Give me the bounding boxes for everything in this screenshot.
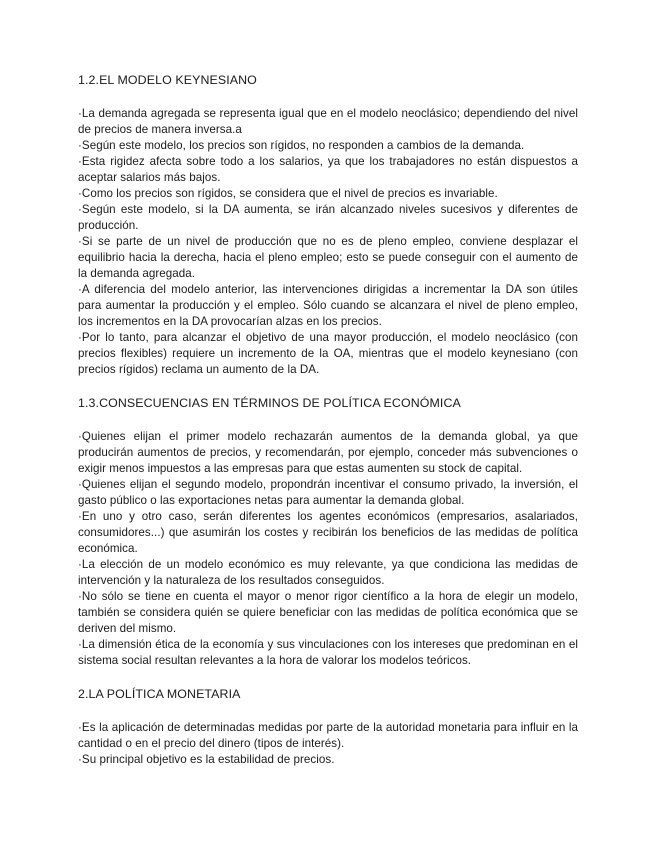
paragraph: ·Es la aplicación de determinadas medidas por parte de la autoridad monetaria para influir en la cantidad o en el precio del dinero (tipos de interés). xyxy=(78,721,578,750)
section-heading: 1.2.EL MODELO KEYNESIANO xyxy=(78,73,257,87)
paragraph: ·Esta rigidez afecta sobre todo a los salarios, ya que los trabajadores no están dispuestos a aceptar salarios más bajos. xyxy=(78,155,578,184)
document-page xyxy=(78,72,578,785)
paragraph: ·No sólo se tiene en cuenta el mayor o menor rigor científico a la hora de elegir un modelo, también se considera quién se quiere beneficiar con las medidas de política económica que se deriven del mismo. xyxy=(78,590,578,635)
section-economic-policy-consequences xyxy=(78,395,578,669)
paragraph: ·Si se parte de un nivel de producción que no es de pleno empleo, conviene desplazar el equilibrio hacia la derecha, hacia el pleno empleo; esto se puede conseguir con el aumento de la demanda agregada. xyxy=(78,235,578,280)
paragraph: ·Como los precios son rígidos, se considera que el nivel de precios es invariable. xyxy=(78,187,498,200)
paragraph: ·La dimensión ética de la economía y sus vinculaciones con los intereses que predominan en el sistema social resultan relevantes a la hora de valorar los modelos teóricos. xyxy=(78,638,578,667)
paragraph: ·Por lo tanto, para alcanzar el objetivo de una mayor producción, el modelo neoclásico (con precios flexibles) requiere un incremento de la OA, mientras que el modelo keynesiano (con precios rígidos) reclama un aumento de la DA. xyxy=(78,331,578,376)
paragraph: ·A diferencia del modelo anterior, las intervenciones dirigidas a incrementar la DA son útiles para aumentar la producción y el empleo. Sólo cuando se alcanzara el nivel de pleno empleo, los incrementos en la DA provocarían alzas en los precios. xyxy=(78,283,578,328)
paragraph: ·En uno y otro caso, serán diferentes los agentes económicos (empresarios, asalariados, consumidores...) que asumirán los costes y recibirán los beneficios de las medidas de política económica. xyxy=(78,510,578,555)
paragraph: ·Quienes elijan el primer modelo rechazarán aumentos de la demanda global, ya que producirán aumentos de precios, y recomendarán, por ejemplo, conceder más subvenciones o exigir menos impuestos a las empresas para que estas aumenten su stock de capital. xyxy=(78,430,578,475)
section-keynesian-model xyxy=(78,72,578,378)
paragraph: ·Según este modelo, si la DA aumenta, se irán alcanzado niveles sucesivos y diferentes de producción. xyxy=(78,203,578,232)
paragraph: ·Su principal objetivo es la estabilidad de precios. xyxy=(78,753,335,766)
paragraph: ·Quienes elijan el segundo modelo, propondrán incentivar el consumo privado, la inversión, el gasto público o las exportaciones netas para aumentar la demanda global. xyxy=(78,478,578,507)
section-heading: 2.LA POLÍTICA MONETARIA xyxy=(78,687,241,701)
paragraph: ·Según este modelo, los precios son rígidos, no responden a cambios de la demanda. xyxy=(78,139,525,152)
section-monetary-policy xyxy=(78,686,578,768)
paragraph: ·La elección de un modelo económico es muy relevante, ya que condiciona las medidas de intervención y la naturaleza de los resultados conseguidos. xyxy=(78,558,578,587)
section-heading: 1.3.CONSECUENCIAS EN TÉRMINOS DE POLÍTICA ECONÓMICA xyxy=(78,396,461,410)
paragraph: ·La demanda agregada se representa igual que en el modelo neoclásico; dependiendo del nivel de precios de manera inversa.a xyxy=(78,107,578,136)
